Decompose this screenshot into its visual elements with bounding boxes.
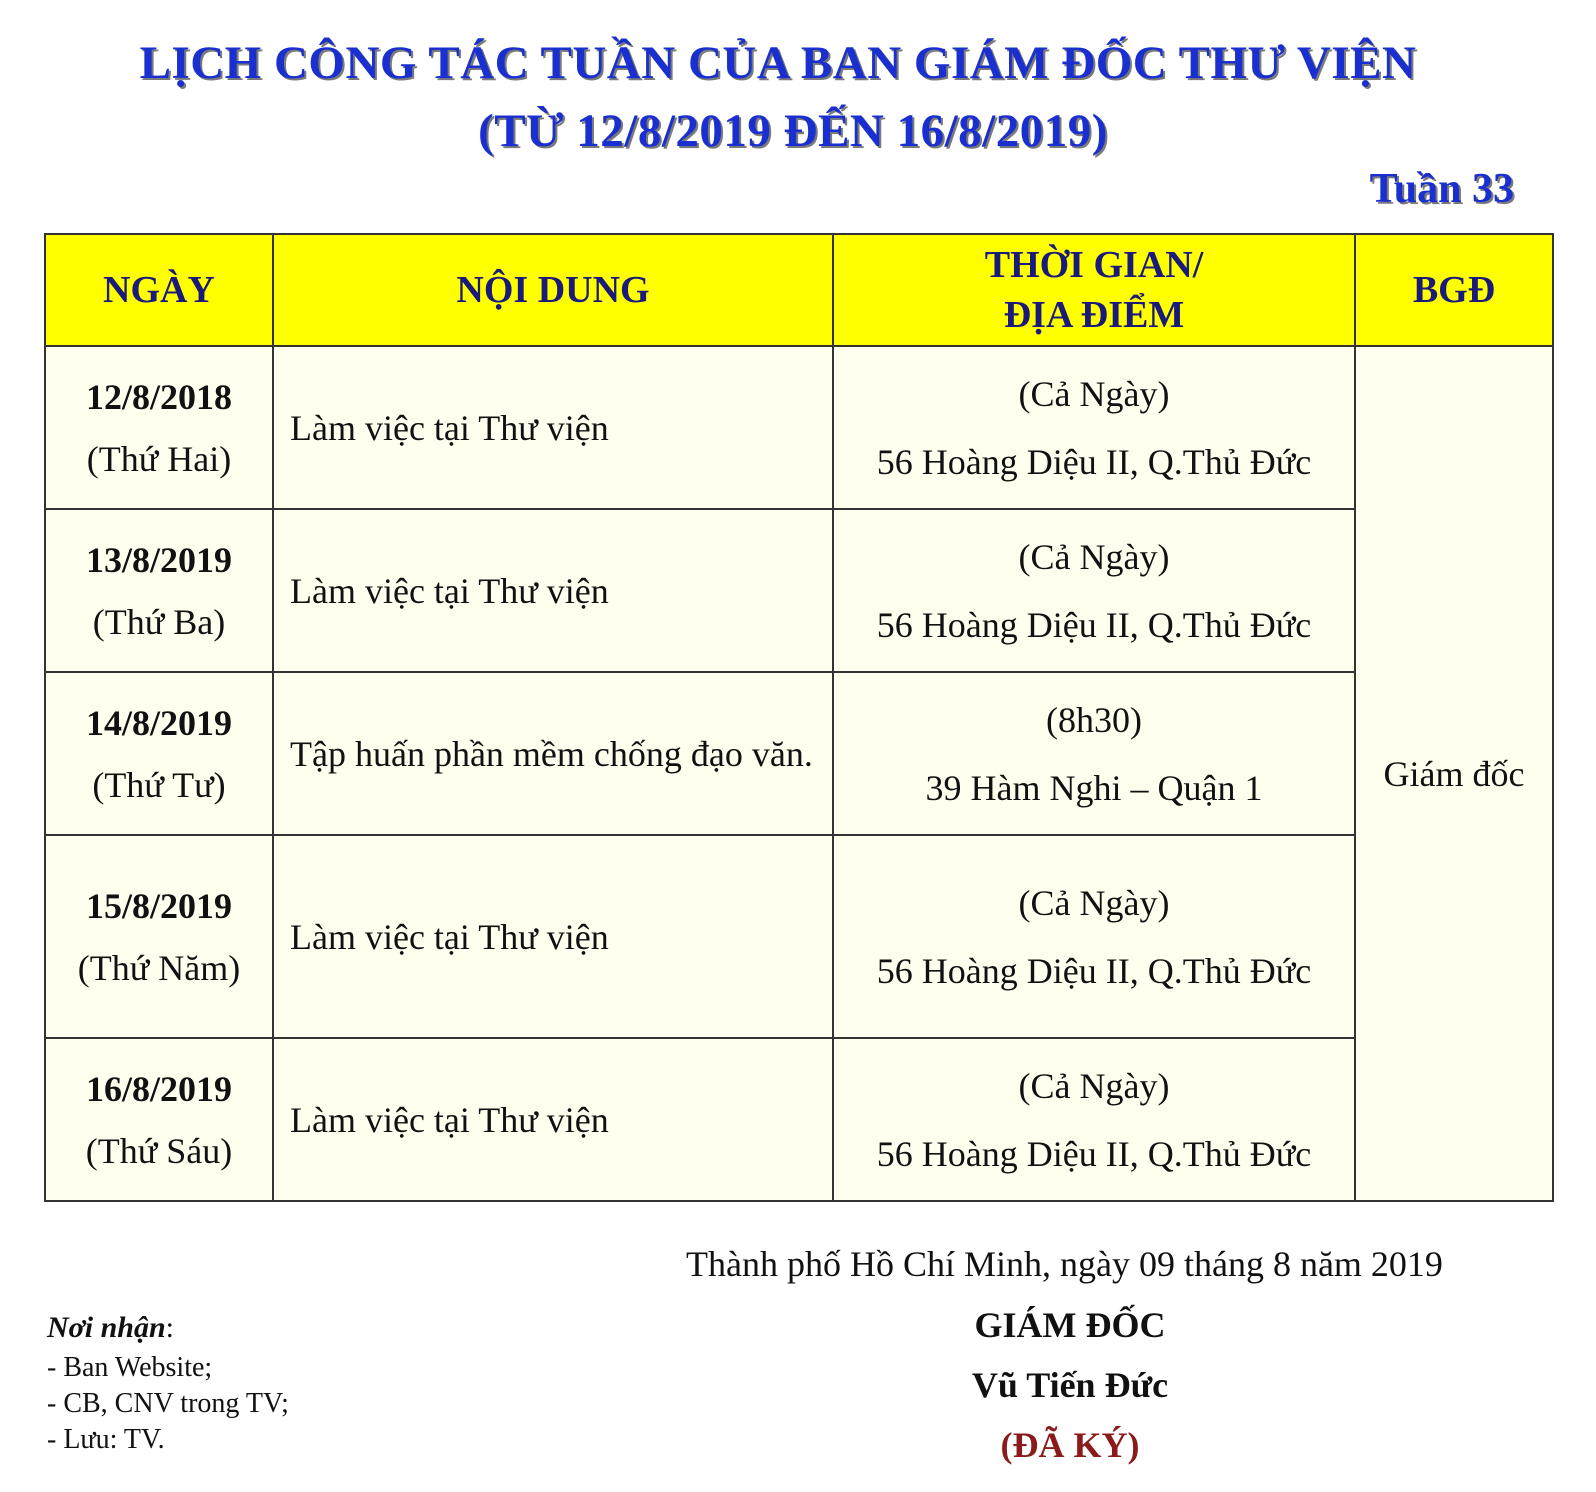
weekday-value: (Thứ Hai) bbox=[86, 438, 232, 479]
place-value: 56 Hoàng Diệu II, Q.Thủ Đức bbox=[876, 1133, 1312, 1174]
date-cell bbox=[45, 835, 273, 1038]
column-header-bgd: BGĐ bbox=[1355, 234, 1553, 346]
recipients-label: Nơi nhận bbox=[47, 1311, 166, 1344]
table-row bbox=[45, 1038, 1553, 1201]
column-header-content: NỘI DUNG bbox=[273, 234, 833, 346]
content-cell: Làm việc tại Thư viện bbox=[273, 835, 833, 1038]
place-value: 39 Hàm Nghi – Quận 1 bbox=[925, 767, 1263, 808]
weekday-value: (Thứ Tư) bbox=[92, 764, 226, 805]
weekday-value: (Thứ Sáu) bbox=[85, 1130, 233, 1171]
table-row bbox=[45, 835, 1553, 1038]
time-place-cell bbox=[833, 509, 1355, 672]
content-cell: Làm việc tại Thư viện bbox=[273, 1038, 833, 1201]
recipient-item: - Lưu: TV. bbox=[47, 1424, 165, 1455]
recipients-label-line bbox=[47, 1310, 289, 1346]
time-value: (8h30) bbox=[1046, 699, 1142, 740]
week-number: Tuần 33 bbox=[1369, 166, 1514, 212]
table-row bbox=[45, 346, 1553, 509]
date-cell bbox=[45, 1038, 273, 1201]
table-header-row bbox=[45, 234, 1553, 346]
date-cell bbox=[45, 346, 273, 509]
content-cell: Làm việc tại Thư viện bbox=[273, 509, 833, 672]
date-cell bbox=[45, 672, 273, 835]
time-place-cell bbox=[833, 346, 1355, 509]
weekday-value: (Thứ Ba) bbox=[92, 601, 226, 642]
content-cell: Tập huấn phần mềm chống đạo văn. bbox=[273, 672, 833, 835]
time-place-cell bbox=[833, 1038, 1355, 1201]
time-place-cell bbox=[833, 835, 1355, 1038]
column-header-time-place bbox=[833, 234, 1355, 346]
column-header-place: ĐỊA ĐIỂM bbox=[1003, 294, 1185, 336]
place-value: 56 Hoàng Diệu II, Q.Thủ Đức bbox=[876, 441, 1312, 482]
document-subtitle-date-range: (TỪ 12/8/2019 ĐẾN 16/8/2019) bbox=[478, 105, 1108, 157]
time-value: (Cả Ngày) bbox=[1018, 373, 1170, 414]
document-title: LỊCH CÔNG TÁC TUẦN CỦA BAN GIÁM ĐỐC THƯ VIỆN bbox=[139, 37, 1417, 89]
date-value: 16/8/2019 bbox=[85, 1068, 232, 1109]
signature-status: (ĐÃ KÝ) bbox=[1000, 1425, 1140, 1465]
time-place-cell bbox=[833, 672, 1355, 835]
table-row bbox=[45, 672, 1553, 835]
content-cell: Làm việc tại Thư viện bbox=[273, 346, 833, 509]
time-value: (Cả Ngày) bbox=[1018, 882, 1170, 923]
table-row bbox=[45, 509, 1553, 672]
place-value: 56 Hoàng Diệu II, Q.Thủ Đức bbox=[876, 604, 1312, 645]
signature-place-date: Thành phố Hồ Chí Minh, ngày 09 tháng 8 năm 2019 bbox=[686, 1244, 1443, 1284]
recipient-item: - CB, CNV trong TV; bbox=[47, 1388, 289, 1419]
recipients-block bbox=[47, 1310, 289, 1458]
recipients-colon: : bbox=[165, 1311, 174, 1344]
date-value: 12/8/2018 bbox=[85, 376, 232, 417]
date-value: 13/8/2019 bbox=[85, 539, 232, 580]
place-value: 56 Hoàng Diệu II, Q.Thủ Đức bbox=[876, 950, 1312, 991]
time-value: (Cả Ngày) bbox=[1018, 1065, 1170, 1106]
bgd-cell: Giám đốc bbox=[1355, 346, 1553, 1201]
weekday-value: (Thứ Năm) bbox=[77, 947, 241, 988]
date-value: 15/8/2019 bbox=[85, 885, 232, 926]
date-cell bbox=[45, 509, 273, 672]
schedule-table bbox=[44, 233, 1554, 1202]
time-value: (Cả Ngày) bbox=[1018, 536, 1170, 577]
signature-title: GIÁM ĐỐC bbox=[974, 1305, 1166, 1345]
column-header-time: THỜI GIAN/ bbox=[984, 244, 1204, 286]
recipient-item: - Ban Website; bbox=[47, 1352, 213, 1383]
signature-name: Vũ Tiến Đức bbox=[971, 1365, 1169, 1405]
column-header-date: NGÀY bbox=[45, 234, 273, 346]
date-value: 14/8/2019 bbox=[85, 702, 232, 743]
